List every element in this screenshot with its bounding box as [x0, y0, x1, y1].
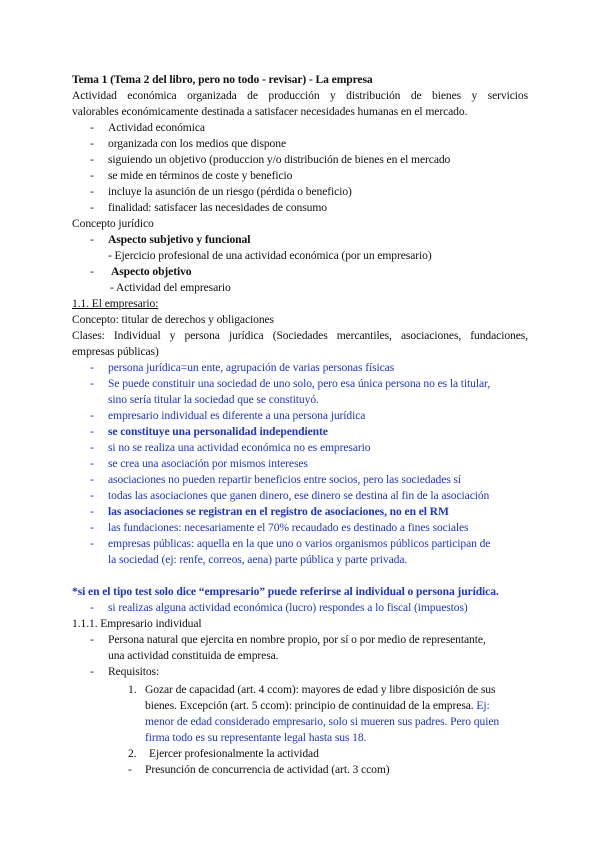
bullet-dash: -	[90, 537, 94, 550]
list-item: se mide en términos de coste y beneficio	[108, 169, 293, 182]
bullet-dash: -	[90, 665, 94, 678]
bullet-dash: -	[90, 377, 94, 390]
clases-line-2: empresas públicas)	[72, 345, 159, 358]
list-item-continuation: la sociedad (ej: renfe, correos, aena) parte pública y parte privada.	[108, 553, 408, 566]
list-number: 2.	[128, 747, 137, 760]
test-note-sub: si realizas alguna actividad económica (lucro) respondes a lo fiscal (impuestos)	[108, 601, 468, 614]
concepto-juridico-heading: Concepto jurídico	[72, 217, 154, 230]
test-note: *si en el tipo test solo dice “empresario” puede referirse al individual o persona jurídica.	[72, 585, 499, 598]
bullet-dash: -	[90, 601, 94, 614]
clases-line-1: Clases: Individual y persona jurídica (Sociedades mercantiles, asociaciones, fundaciones,	[72, 329, 528, 342]
list-item: si no se realiza una actividad económica no es empresario	[108, 441, 371, 454]
bullet-dash: -	[90, 473, 94, 486]
list-item: se constituye una personalidad independiente	[108, 425, 328, 438]
list-item: finalidad: satisfacer las necesidades de consumo	[108, 201, 327, 214]
list-item: organizada con los medios que dispone	[108, 137, 287, 150]
intro-line-1: Actividad económica organizada de producción y distribución de bienes y servicios	[72, 89, 528, 102]
bullet-dash: -	[90, 169, 94, 182]
bullet-dash: -	[90, 361, 94, 374]
section-1-1-heading: 1.1. El empresario:	[72, 297, 159, 310]
requisito-1-line-2	[145, 698, 600, 714]
bullet-dash: -	[90, 265, 94, 278]
bullet-dash: -	[90, 521, 94, 534]
presuncion-line: Presunción de concurrencia de actividad (art. 3 ccom)	[145, 763, 390, 776]
bullet-dash: -	[90, 441, 94, 454]
bullet-dash: -	[90, 201, 94, 214]
list-item-continuation: sino sería titular la sociedad que se constituyó.	[108, 393, 319, 406]
bullet-dash: -	[90, 633, 94, 646]
bullet-dash: -	[90, 489, 94, 502]
aspecto-objetivo-desc: - Actividad del empresario	[110, 281, 231, 294]
aspecto-objetivo: Aspecto objetivo	[111, 265, 192, 278]
requisitos-label: Requisitos:	[108, 665, 160, 678]
list-item: persona jurídica=un ente, agrupación de varias personas físicas	[108, 361, 395, 374]
list-item: se crea una asociación por mismos intereses	[108, 457, 308, 470]
aspecto-subjetivo-desc: - Ejercicio profesional de una actividad económica (por un empresario)	[108, 249, 432, 262]
list-item: todas las asociaciones que ganen dinero, ese dinero se destina al fin de la asociación	[108, 489, 490, 502]
bullet-dash: -	[90, 233, 94, 246]
document-title: Tema 1 (Tema 2 del libro, pero no todo - revisar) - La empresa	[72, 73, 373, 86]
requisito-1-line-3: menor de edad considerado empresario, solo si mueren sus padres. Pero quien	[145, 715, 500, 728]
list-item: asociaciones no pueden repartir beneficios entre socios, pero las sociedades sí	[108, 473, 461, 486]
concepto-line: Concepto: titular de derechos y obligaciones	[72, 313, 274, 326]
bullet-dash: -	[90, 505, 94, 518]
list-item: empresario individual es diferente a una persona jurídica	[108, 409, 366, 422]
persona-natural-line-1: Persona natural que ejercita en nombre propio, por sí o por medio de representante,	[108, 633, 486, 646]
requisito-1-line-1: Gozar de capacidad (art. 4 ccom): mayores de edad y libre disposición de sus	[145, 683, 496, 696]
requisito-1-example-label: Ej:	[476, 699, 490, 712]
list-number: 1.	[128, 683, 137, 696]
requisito-2: Ejercer profesionalmente la actividad	[149, 747, 319, 760]
list-item: las fundaciones: necesariamente el 70% recaudado es destinado a fines sociales	[108, 521, 469, 534]
list-item: las asociaciones se registran en el registro de asociaciones, no en el RM	[108, 505, 449, 518]
bullet-dash: -	[90, 457, 94, 470]
list-item: empresas públicas: aquella en la que uno o varios organismos públicos participan de	[108, 537, 491, 550]
bullet-dash: -	[90, 409, 94, 422]
bullet-dash: -	[90, 137, 94, 150]
bullet-dash: -	[90, 121, 94, 134]
list-item: siguiendo un objetivo (produccion y/o distribución de bienes en el mercado	[108, 153, 451, 166]
aspecto-subjetivo: Aspecto subjetivo y funcional	[108, 233, 251, 246]
bullet-dash: -	[90, 425, 94, 438]
bullet-dash: -	[90, 185, 94, 198]
intro-line-2: valorables económicamente destinada a satisfacer necesidades humanas en el mercado.	[72, 105, 468, 118]
list-item: Actividad económica	[108, 121, 205, 134]
requisito-1-line-2-text: bienes. Excepción (art. 5 ccom): principio de continuidad de la empresa.	[145, 699, 474, 712]
bullet-dash: -	[128, 763, 132, 776]
requisito-1-line-4: firma todo es su representante legal hasta sus 18.	[145, 731, 367, 744]
section-1-1-1-heading: 1.1.1. Empresario individual	[72, 617, 202, 630]
list-item: Se puede constituir una sociedad de uno solo, pero esa única persona no es la titular,	[108, 377, 491, 390]
bullet-dash: -	[90, 153, 94, 166]
persona-natural-line-2: una actividad constituida de empresa.	[108, 649, 279, 662]
list-item: incluye la asunción de un riesgo (pérdida o beneficio)	[108, 185, 352, 198]
